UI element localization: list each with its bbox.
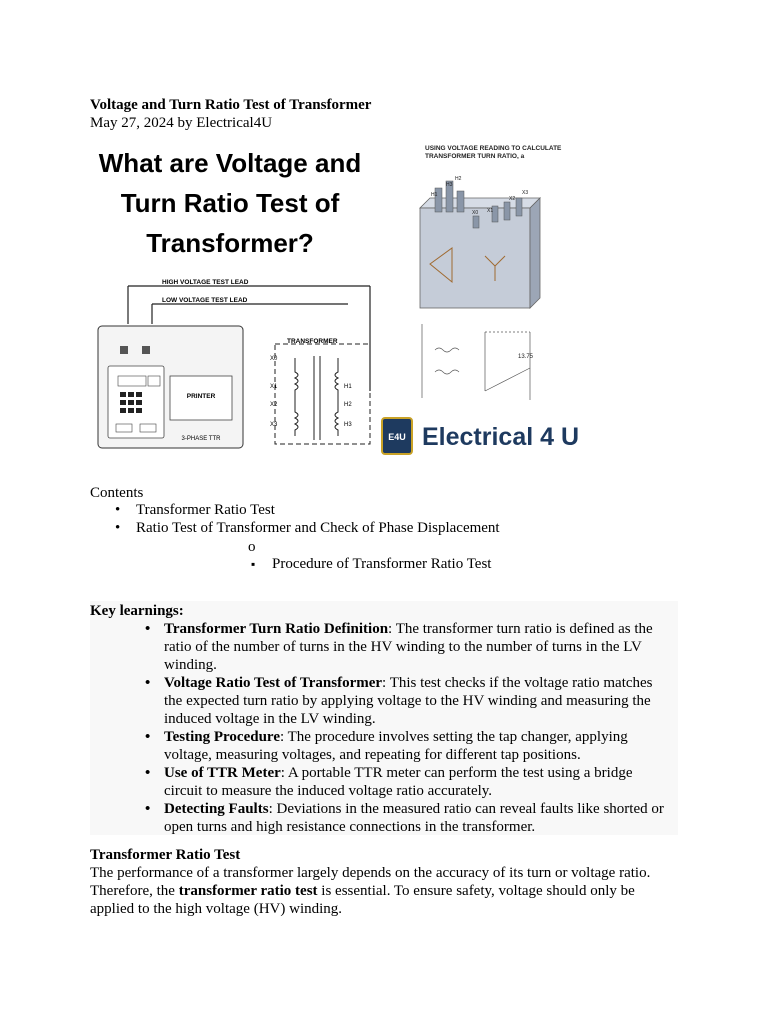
- key-learning-item: • Testing Procedure: The procedure involves setting the tap changer, applying voltage, measuring voltages, and repeating for different tap positions.: [164, 728, 684, 764]
- article-title: Voltage and Turn Ratio Test of Transformer: [90, 97, 372, 113]
- section-heading: Transformer Ratio Test: [90, 847, 241, 863]
- svg-text:X0: X0: [472, 210, 479, 216]
- svg-text:X1: X1: [487, 208, 494, 214]
- calc-caption-1: USING VOLTAGE READING TO CALCULATE: [425, 145, 562, 152]
- toc-item[interactable]: • Transformer Ratio Test: [136, 501, 500, 519]
- key-learning-item: • Detecting Faults: Deviations in the measured ratio can reveal faults like shorted or open turns and high resistance connections in the transformer.: [164, 800, 684, 836]
- svg-text:X0: X0: [270, 356, 278, 362]
- svg-text:X3: X3: [270, 422, 278, 428]
- key-learnings-heading: Key learnings:: [90, 603, 184, 619]
- key-learning-item: • Use of TTR Meter: A portable TTR meter can perform the test using a bridge circuit to measure the induced voltage ratio accurately.: [164, 764, 684, 800]
- brand-name: Electrical 4 U: [422, 423, 580, 451]
- svg-text:H3: H3: [446, 182, 453, 188]
- hv-lead-label: HIGH VOLTAGE TEST LEAD: [162, 279, 249, 286]
- key-learning-item: • Transformer Turn Ratio Definition: The transformer turn ratio is defined as the ratio of the number of turns in the HV winding to the number of turns in the LV winding.: [164, 620, 684, 674]
- calc-caption-2: TRANSFORMER TURN RATIO, a: [425, 153, 525, 160]
- svg-text:H1: H1: [431, 192, 438, 198]
- svg-text:H2: H2: [344, 402, 352, 408]
- toc-item[interactable]: • Ratio Test of Transformer and Check of Phase Displacement: [136, 519, 500, 537]
- section-body: [90, 864, 690, 918]
- article-byline: May 27, 2024 by Electrical4U: [90, 115, 273, 131]
- featured-image: [90, 136, 600, 466]
- section-line: The performance of a transformer largely depends on the accuracy of its turn or voltage ratio.: [90, 865, 651, 881]
- printer-label: PRINTER: [186, 393, 216, 400]
- device-label: 3-PHASE TTR: [181, 436, 221, 442]
- key-learning-item: • Voltage Ratio Test of Transformer: This test checks if the voltage ratio matches the expected turn ratio by applying voltage to the HV winding and measuring the induced voltage in the LV winding.: [164, 674, 684, 728]
- transformer-label: TRANSFORMER: [287, 338, 338, 345]
- section-line: Therefore, the transformer ratio test is essential. To ensure safety, voltage should only be: [90, 883, 635, 899]
- svg-text:X2: X2: [270, 402, 278, 408]
- lv-lead-label: LOW VOLTAGE TEST LEAD: [162, 297, 248, 304]
- figure-headline-1: What are Voltage and: [98, 148, 362, 178]
- svg-text:H3: H3: [344, 422, 352, 428]
- section-line: applied to the high voltage (HV) winding.: [90, 901, 343, 917]
- schematic-value: 13.75: [518, 354, 534, 360]
- brand-logo: [382, 418, 579, 454]
- toc-sub-item[interactable]: ▪ Procedure of Transformer Ratio Test: [272, 555, 491, 573]
- toc-sub-marker: o: [248, 539, 256, 555]
- svg-text:X1: X1: [270, 384, 278, 390]
- svg-text:X3: X3: [522, 190, 529, 196]
- figure-headline-3: Transformer?: [146, 228, 314, 258]
- svg-text:H1: H1: [344, 384, 352, 390]
- svg-text:H2: H2: [455, 176, 462, 182]
- toc-heading: Contents: [90, 485, 144, 501]
- toc-list: [136, 501, 500, 537]
- key-learnings-list: [164, 620, 684, 836]
- svg-text:X2: X2: [509, 196, 516, 202]
- brand-badge: E4U: [388, 432, 406, 442]
- figure-headline-2: Turn Ratio Test of: [120, 188, 340, 218]
- toc-sub-list: [272, 555, 491, 573]
